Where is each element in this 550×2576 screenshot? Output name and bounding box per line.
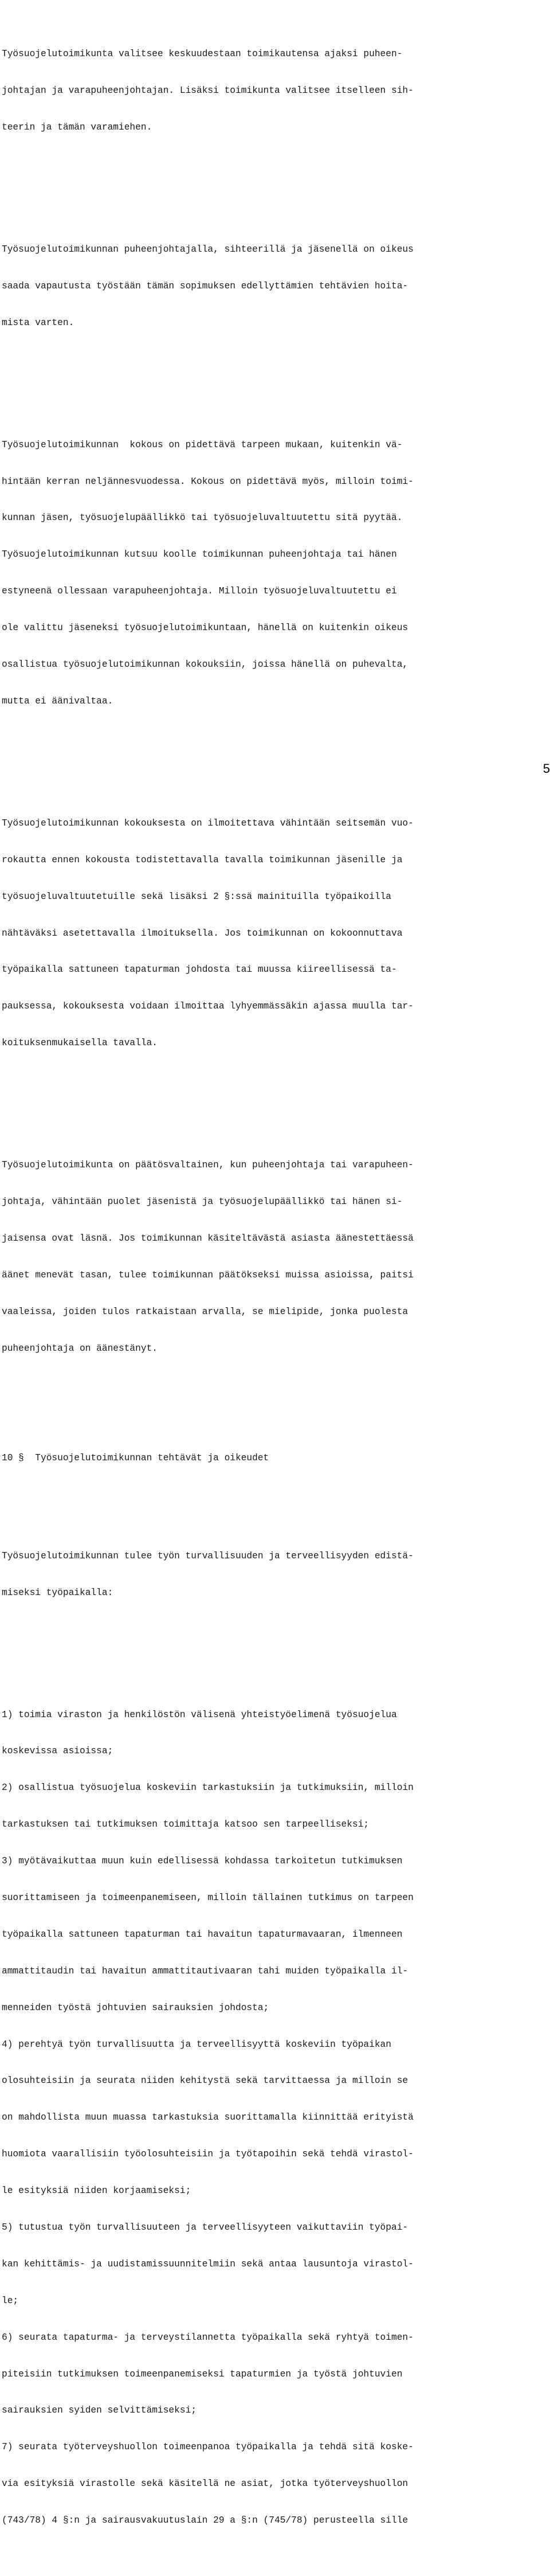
list-line: menneiden työstä johtuvien sairauksien johdosta; — [2, 2002, 269, 2013]
list-line: 5) tutustua työn turvallisuuteen ja terveellisyyteen vaikuttaviin työpai- — [2, 2222, 408, 2233]
text-line: pauksessa, kokouksesta voidaan ilmoittaa lyhyemmässäkin ajassa muulla tar- — [2, 1001, 414, 1012]
text-line: vaaleissa, joiden tulos ratkaistaan arvalla, se mielipide, jonka puolesta — [2, 1306, 408, 1317]
list-line: via esityksiä virastolle sekä käsitellä ne asiat, jotka työterveyshuollon — [2, 2479, 408, 2489]
text-line: hintään kerran neljännesvuodessa. Kokous on pidettävä myös, milloin toimi- — [2, 476, 414, 487]
text-line: Työsuojelutoimikunta valitsee keskuudestaan toimikautensa ajaksi puheen- — [2, 49, 403, 60]
list-line: on mahdollista muun muassa tarkastuksia suorittamalla kiinnittää erityistä — [2, 2112, 414, 2123]
paragraph-1 — [2, 24, 546, 158]
paragraph-5 — [2, 1135, 546, 1379]
list-line: 4) perehtyä työn turvallisuutta ja terveellisyyttä koskeviin työpaikan — [2, 2039, 391, 2050]
list-line: 7) seurata työterveyshuollon toimeenpanoa työpaikalla ja tehdä sitä koske- — [2, 2442, 414, 2453]
list-line: piteisiin tutkimuksen toimeenpanemiseksi tapaturmien ja työstä johtuvien — [2, 2368, 403, 2379]
text-line: puheenjohtaja on äänestänyt. — [2, 1343, 158, 1354]
page-number: 5 — [543, 761, 550, 776]
text-line: johtaja, vähintään puolet jäsenistä ja työsuojelupäällikkö tai hänen si- — [2, 1197, 403, 1207]
text-line: äänet menevät tasan, tulee toimikunnan päätökseksi muissa asioissa, paitsi — [2, 1269, 414, 1280]
text-line: nähtäväksi asetettavalla ilmoituksella. Jos toimikunnan on kokoonnuttava — [2, 928, 403, 939]
text-line: koituksenmukaisella tavalla. — [2, 1038, 158, 1049]
paragraph-3 — [2, 415, 546, 732]
text-line: mutta ei äänivaltaa. — [2, 695, 113, 706]
list-line: 6) seurata tapaturma- ja terveystilannetta työpaikalla sekä ryhtyä toimen- — [2, 2332, 414, 2343]
list-line: 3) myötävaikuttaa muun kuin edellisessä kohdassa tarkoitetun tutkimuksen — [2, 1856, 403, 1867]
list-line: sairauksien syiden selvittämiseksi; — [2, 2405, 197, 2416]
list-line: ammattitaudin tai havaitun ammattitautivaaran tahi muiden työpaikalla il- — [2, 1965, 408, 1976]
list-line: suorittamiseen ja toimeenpanemiseen, milloin tällainen tutkimus on tarpeen — [2, 1893, 414, 1903]
text-line: teerin ja tämän varamiehen. — [2, 122, 152, 132]
text-line: estyneenä ollessaan varapuheenjohtaja. Milloin työsuojeluvaltuutettu ei — [2, 586, 397, 597]
text-line: saada vapautusta työstään tämän sopimuksen edellyttämien tehtävien hoita- — [2, 280, 408, 291]
text-line: jaisensa ovat läsnä. Jos toimikunnan käsiteltävästä asiasta äänestettäessä — [2, 1233, 414, 1244]
text-line: Työsuojelutoimikunnan puheenjohtajalla, sihteerillä ja jäsenellä on oikeus — [2, 244, 414, 255]
list-line: tarkastuksen tai tutkimuksen toimittaja katsoo sen tarpeelliseksi; — [2, 1819, 370, 1830]
text-line: kunnan jäsen, työsuojelupäällikkö tai työsuojeluvaltuutettu sitä pyytää. — [2, 513, 403, 523]
list-line: 2) osallistua työsuojelua koskeviin tarkastuksiin ja tutkimuksiin, milloin — [2, 1783, 414, 1793]
paragraph-4 — [2, 793, 546, 1074]
list-line: kan kehittämis- ja uudistamissuunnitelmiin sekä antaa lausuntoja virastol- — [2, 2258, 414, 2269]
list-line: (743/78) 4 §:n ja sairausvakuutuslain 29 a §:n (745/78) perusteella sille — [2, 2515, 408, 2526]
list-line: le esityksiä niiden korjaamiseksi; — [2, 2186, 191, 2196]
list-line: le; — [2, 2295, 19, 2306]
text-line: työpaikalla sattuneen tapaturman johdosta tai muussa kiireellisessä ta- — [2, 964, 397, 975]
text-line: johtajan ja varapuheenjohtajan. Lisäksi toimikunta valitsee itselleen sih- — [2, 85, 414, 96]
section-heading: 10 § Työsuojelutoimikunnan tehtävät ja oikeudet — [2, 1453, 269, 1464]
text-line: Työsuojelutoimikunnan tulee työn turvallisuuden ja terveellisyyden edistä- — [2, 1550, 414, 1561]
text-line: ole valittu jäseneksi työsuojelutoimikuntaan, hänellä on kuitenkin oikeus — [2, 623, 408, 634]
text-line: Työsuojelutoimikunnan kutsuu koolle toimikunnan puheenjohtaja tai hänen — [2, 549, 397, 560]
document-body — [2, 0, 546, 2576]
list-line: työpaikalla sattuneen tapaturman tai havaitun tapaturmavaaran, ilmenneen — [2, 1929, 403, 1940]
list-line: 1) toimia viraston ja henkilöstön välisenä yhteistyöelimenä työsuojelua — [2, 1709, 397, 1720]
text-line: miseksi työpaikalla: — [2, 1587, 113, 1598]
text-line: Työsuojelutoimikunta on päätösvaltainen, kun puheenjohtaja tai varapuheen- — [2, 1160, 414, 1171]
list-line: koskevissa asioissa; — [2, 1746, 113, 1757]
text-line: työsuojeluvaltuutetuille sekä lisäksi 2 §:ssä mainituilla työpaikoilla — [2, 891, 391, 902]
duties-list — [2, 1684, 546, 2551]
list-line: olosuhteisiin ja seurata niiden kehitystä sekä tarvittaessa ja milloin se — [2, 2075, 408, 2086]
text-line: mista varten. — [2, 317, 74, 328]
list-line: huomiota vaarallisiin työolosuhteisiin ja työtapoihin sekä tehdä virastol- — [2, 2149, 414, 2160]
section-intro — [2, 1526, 546, 1623]
paragraph-2 — [2, 219, 546, 353]
text-line: osallistua työsuojelutoimikunnan kokouksiin, joissa hänellä on puhevalta, — [2, 659, 408, 670]
text-line: rokautta ennen kokousta todistettavalla tavalla toimikunnan jäsenille ja — [2, 854, 403, 865]
text-line: Työsuojelutoimikunnan kokouksesta on ilmoitettava vähintään seitsemän vuo- — [2, 818, 414, 828]
text-line: Työsuojelutoimikunnan kokous on pidettävä tarpeen mukaan, kuitenkin vä- — [2, 439, 403, 450]
